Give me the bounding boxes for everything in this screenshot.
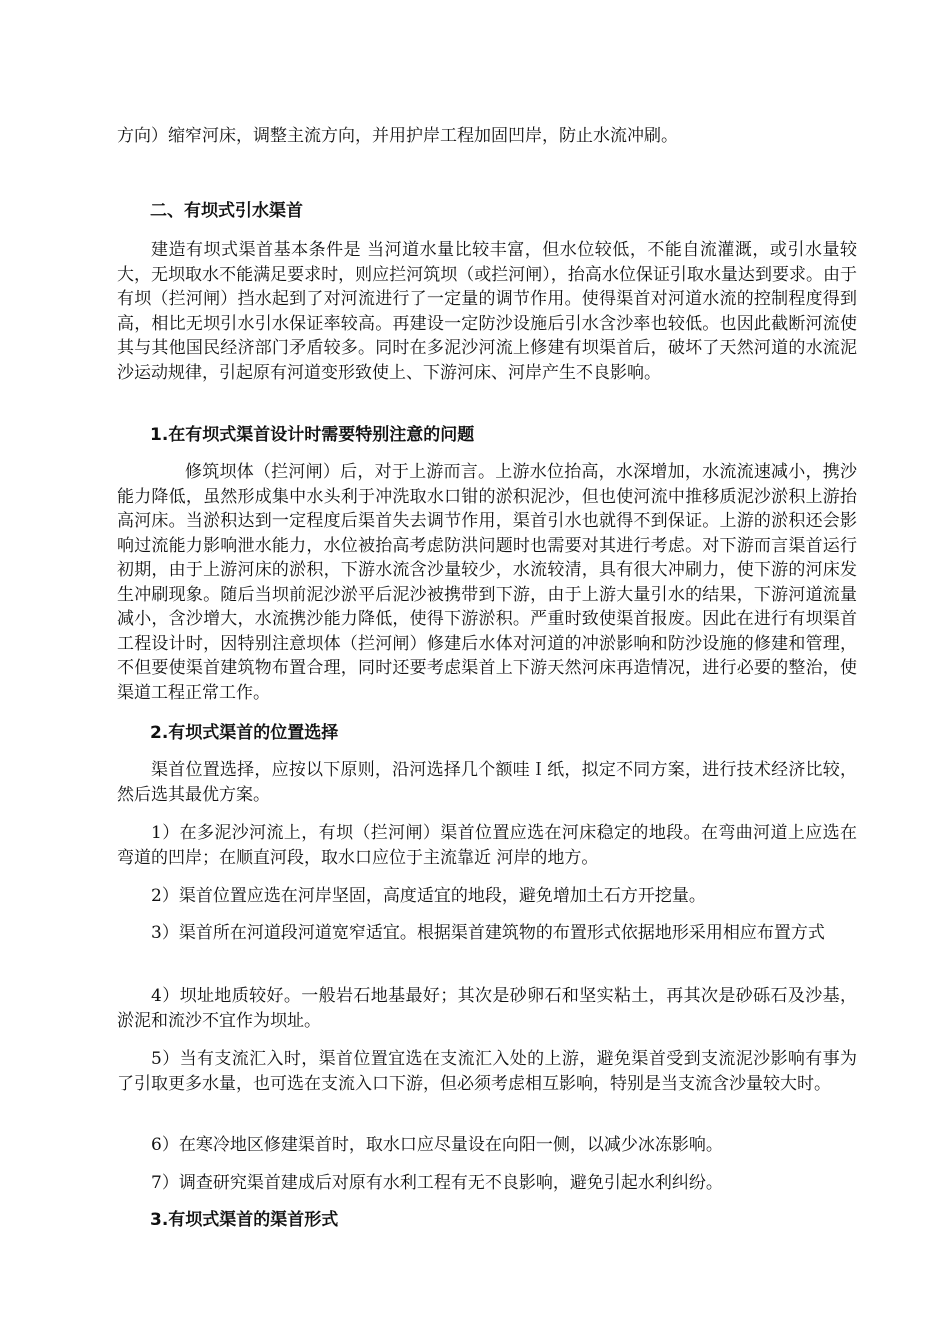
paragraph-section2-intro: 建造有坝式渠首基本条件是 当河道水量比较丰富，但水位较低，不能自流灌溉，或引水量较大，无坝取水不能满足要求时，则应拦河筑坝（或拦河闸），抬高水位保证引取水量达到要求。由于有坝（拦河闸）挡水起到了对河流进行了一定量的调节作用。使得渠首对河道水流的控制程度得到高，相比无坝引水引水保证率较高。再建设一定防沙设施后引水含沙率也较低。也因此截断河流使其与其他国民经济部门矛盾较多。同时在多泥沙河流上修建有坝渠首后，破坏了天然河道的水流泥沙运动规律，引起原有河道变形致使上、下游河床、河岸产生不良影响。 [117, 240, 857, 383]
list-item: 7）调查研究渠首建成后对原有水利工程有无不良影响，避免引起水利纠纷。 [151, 1173, 723, 1193]
paragraph-sub1-body: 修筑坝体（拦河闸）后，对于上游而言。上游水位抬高，水深增加，水流流速减小，携沙能力降低，虽然形成集中水头利于冲洗取水口钳的淤积泥沙，但也使河流中推移质泥沙淤积上游抬高河床。当淤积达到一定程度后渠首失去调节作用，渠首引水也就得不到保证。上游的淤积还会影响过流能力影响泄水能力，水位被抬高考虑防洪问题时也需要对其进行考虑。对下游而言渠首运行初期，由于上游河床的淤积，下游水流含沙量较少，水流较清，具有很大冲刷力，使下游的河床发生冲刷现象。随后当坝前泥沙淤平后泥沙被携带到下游，由于上游大量引水的结果，下游河道流量减小，含沙增大，水流携沙能力降低，使得下游淤积。严重时致使渠首报废。因此在进行有坝渠首工程设计时，因特别注意坝体（拦河闸）修建后水体对河道的冲淤影响和防沙设施的修建和管理，不但要使渠首建筑物布置合理，同时还要考虑渠首上下游天然河床再造情况，进行必要的整治，使渠道工程正常工作。 [117, 462, 857, 703]
list-item: 3）渠首所在河道段河道宽窄适宜。根据渠首建筑物的布置形式依据地形采用相应布置方式 [151, 923, 825, 943]
subheading-3: 3.有坝式渠首的渠首形式 [150, 1210, 339, 1230]
list-item: 6）在寒冷地区修建渠首时，取水口应尽量设在向阳一侧，以减少冰冻影响。 [151, 1135, 723, 1155]
paragraph-intro-tail: 方向）缩窄河床，调整主流方向，并用护岸工程加固凹岸，防止水流冲刷。 [117, 126, 678, 146]
list-item: 2）渠首位置应选在河岸坚固，高度适宜的地段，避免增加土石方开挖量。 [151, 886, 706, 906]
paragraph-sub2-intro: 渠首位置选择，应按以下原则，沿河选择几个额哇Ｉ纸，拟定不同方案，进行技术经济比较，然后选其最优方案。 [117, 760, 857, 805]
list-item: 5）当有支流汇入时，渠首位置宜选在支流汇入处的上游，避免渠首受到支流泥沙影响有事为了引取更多水量，也可选在支流入口下游，但必须考虑相互影响，特别是当支流含沙量较大时。 [117, 1049, 857, 1094]
list-item: 4）坝址地质较好。一般岩石地基最好；其次是砂卵石和坚实粘土，再其次是砂砾石及沙基，淤泥和流沙不宜作为坝址。 [117, 986, 857, 1031]
subheading-1: 1.在有坝式渠首设计时需要特别注意的问题 [150, 425, 475, 445]
subheading-2: 2.有坝式渠首的位置选择 [150, 723, 339, 743]
section-heading-2: 二、有坝式引水渠首 [150, 201, 303, 221]
list-item: 1）在多泥沙河流上，有坝（拦河闸）渠首位置应选在河床稳定的地段。在弯曲河道上应选在弯道的凹岸；在顺直河段，取水口应位于主流靠近 河岸的地方。 [117, 823, 857, 868]
